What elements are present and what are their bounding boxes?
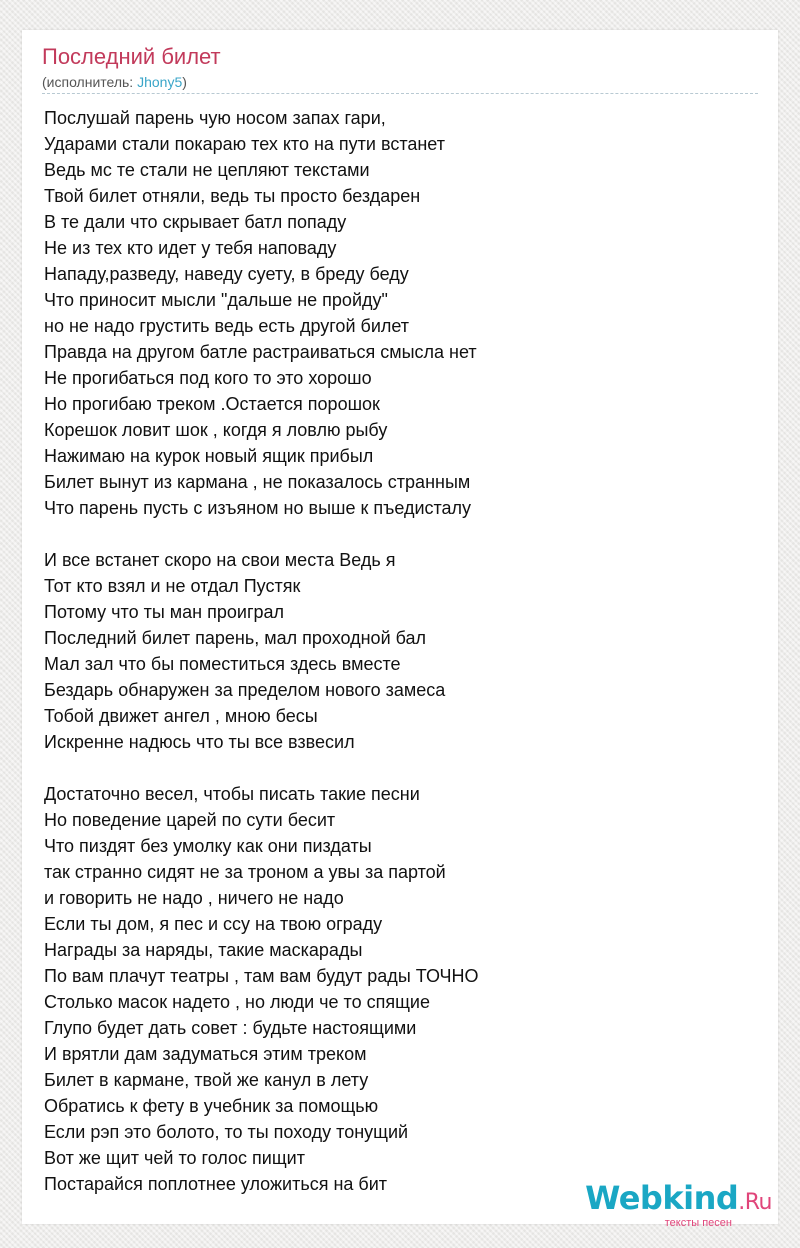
lyric-line: Корешок ловит шок , когдя я ловлю рыбу bbox=[44, 420, 388, 440]
lyric-line: И врятли дам задуматься этим треком bbox=[44, 1044, 367, 1064]
lyric-line: Бездарь обнаружен за пределом нового замеса bbox=[44, 680, 446, 700]
lyrics-body bbox=[44, 105, 744, 1197]
lyric-line: но не надо грустить ведь есть другой билет bbox=[44, 316, 410, 336]
lyric-line: Потому что ты ман проиграл bbox=[44, 602, 285, 622]
lyrics-stanza bbox=[44, 105, 744, 521]
lyric-line: Нажимаю на курок новый ящик прибыл bbox=[44, 446, 374, 466]
lyric-line: и говорить не надо , ничего не надо bbox=[44, 888, 344, 908]
logo-wordmark bbox=[585, 1180, 772, 1221]
lyric-line: Последний билет парень, мал проходной бал bbox=[44, 628, 427, 648]
lyric-line: И все встанет скоро на свои места Ведь я bbox=[44, 550, 396, 570]
lyric-line: Не из тех кто идет у тебя наповаду bbox=[44, 238, 337, 258]
lyric-line: Билет вынут из кармана , не показалось странным bbox=[44, 472, 471, 492]
lyric-line: Нападу,разведу, наведу суету, в бреду беду bbox=[44, 264, 409, 284]
lyric-line: Искренне надюсь что ты все взвесил bbox=[44, 732, 355, 752]
logo-tld: .Ru bbox=[738, 1190, 772, 1215]
lyric-line: В те дали что скрывает батл попаду bbox=[44, 212, 347, 232]
lyric-line: Достаточно весел, чтобы писать такие песни bbox=[44, 784, 420, 804]
lyric-line: Что пиздят без умолку как они пиздаты bbox=[44, 836, 372, 856]
artist-line bbox=[42, 73, 187, 91]
lyric-line: Тобой движет ангел , мною бесы bbox=[44, 706, 318, 726]
lyric-line: По вам плачут театры , там вам будут рады ТОЧНО bbox=[44, 966, 479, 986]
lyric-line: Но прогибаю треком .Остается порошок bbox=[44, 394, 380, 414]
lyric-line: Твой билет отняли, ведь ты просто бездарен bbox=[44, 186, 421, 206]
lyric-line: Глупо будет дать совет : будьте настоящими bbox=[44, 1018, 417, 1038]
lyrics-stanza bbox=[44, 547, 744, 755]
artist-suffix: ) bbox=[182, 74, 187, 90]
artist-link[interactable]: Jhony5 bbox=[137, 74, 183, 90]
lyrics-stanza bbox=[44, 781, 744, 1197]
webkind-logo[interactable] bbox=[585, 1180, 772, 1229]
logo-tagline: тексты песен bbox=[664, 1217, 732, 1229]
lyric-line: Ударами стали покараю тех кто на пути встанет bbox=[44, 134, 445, 154]
lyric-line: Но поведение царей по сути бесит bbox=[44, 810, 336, 830]
lyric-line: Правда на другом батле растраиваться смысла нет bbox=[44, 342, 477, 362]
lyric-line: Если рэп это болото, то ты походу тонущий bbox=[44, 1122, 409, 1142]
lyric-line: Мал зал что бы поместиться здесь вместе bbox=[44, 654, 401, 674]
lyric-line: Билет в кармане, твой же канул в лету bbox=[44, 1070, 369, 1090]
header-divider bbox=[42, 93, 758, 94]
lyric-line: Не прогибаться под кого то это хорошо bbox=[44, 368, 372, 388]
logo-brand: Webkind bbox=[585, 1179, 739, 1217]
lyric-line: так странно сидят не за троном а увы за партой bbox=[44, 862, 446, 882]
lyric-line: Столько масок надето , но люди че то спящие bbox=[44, 992, 430, 1012]
lyric-line: Обратись к фету в учебник за помощью bbox=[44, 1096, 379, 1116]
lyric-line: Постарайся поплотнее уложиться на бит bbox=[44, 1174, 388, 1194]
lyric-line: Тот кто взял и не отдал Пустяк bbox=[44, 576, 301, 596]
lyric-line: Послушай парень чую носом запах гари, bbox=[44, 108, 386, 128]
lyric-line: Что приносит мысли "дальше не пройду" bbox=[44, 290, 388, 310]
lyric-line: Награды за наряды, такие маскарады bbox=[44, 940, 363, 960]
artist-prefix: (исполнитель: bbox=[42, 74, 138, 90]
lyric-line: Ведь мс те стали не цепляют текстами bbox=[44, 160, 370, 180]
lyric-line: Если ты дом, я пес и ссу на твою ограду bbox=[44, 914, 383, 934]
lyric-line: Что парень пусть с изъяном но выше к пъедисталу bbox=[44, 498, 472, 518]
lyric-line: Вот же щит чей то голос пищит bbox=[44, 1148, 305, 1168]
song-title: Последний билет bbox=[42, 44, 221, 69]
